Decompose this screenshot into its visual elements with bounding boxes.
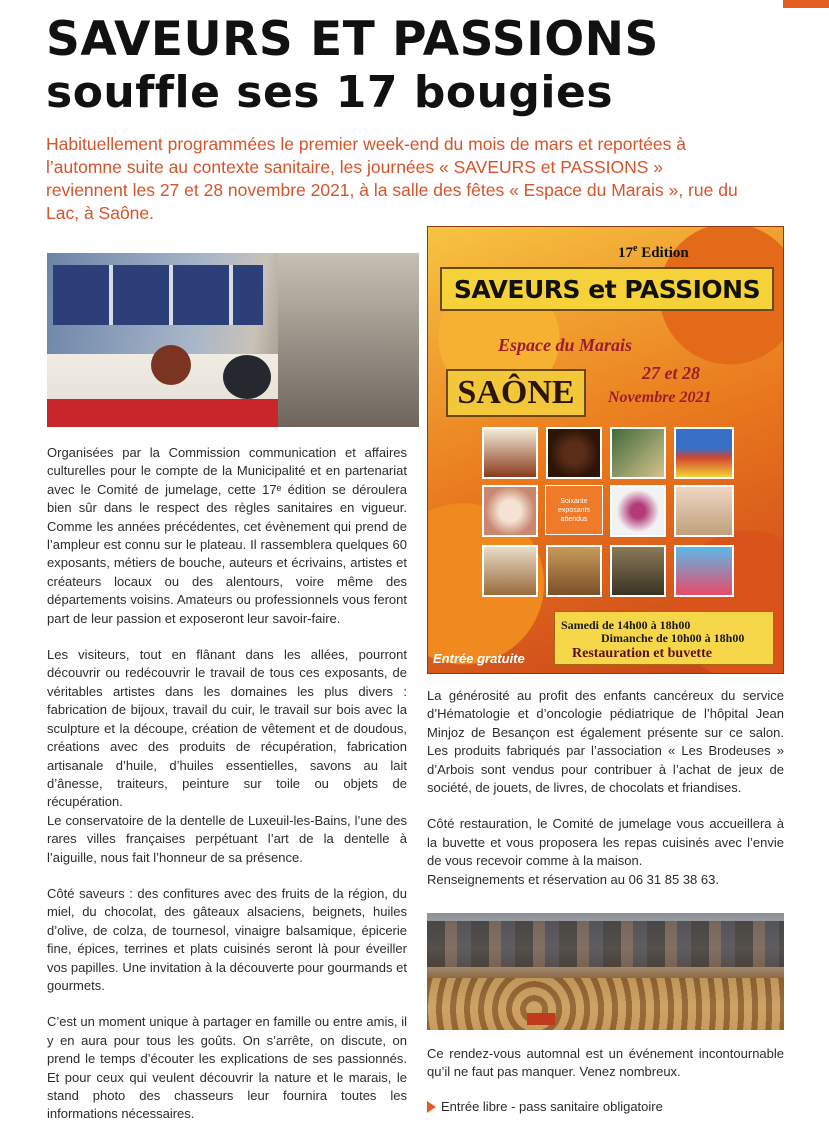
product-thumb-chocolates: [546, 427, 602, 479]
left-paragraph-2: Les visiteurs, tout en flânant dans les allées, pourront découvrir ou redécouvrir le travail de tous ces exposants, de véritables artistes dans les domaines les plus divers : fabrication de bijoux, travail du cuir, le travail sur bois avec la sculpture et la découpe, création de vêtement et de doudous, créations avec des produits de récupération, fabrication artisanale d’huile, d’huiles essentielles, savons au lait d’ânesse, traiteurs, peinture sur toile ou objets de récupération.: [47, 647, 407, 810]
visitor-crowd: [427, 921, 784, 967]
market-photo: [427, 913, 784, 1030]
right-paragraph-2: Côté restauration, le Comité de jumelage vous accueillera à la buvette et vous proposera les repas cuisinés avec l’envie de vous recevoir comme à la maison.: [427, 816, 784, 869]
product-thumb-box: [610, 545, 666, 597]
poster-catering: Restauration et buvette: [572, 646, 712, 661]
title-line-2: souffle ses 17 bougies: [46, 67, 614, 118]
right-paragraph-3: Renseignements et réservation au 06 31 85 38 63.: [427, 871, 719, 887]
product-thumb-painting: [674, 427, 734, 479]
poster-edition-word: Edition: [641, 245, 689, 261]
title-line-1: SAVEURS ET PASSIONS: [46, 12, 659, 67]
arrow-right-icon: [427, 1101, 436, 1113]
red-tablecloth: [47, 399, 278, 427]
poster-edition-superscript: e: [633, 243, 638, 254]
poster-city: SAÔNE: [446, 369, 586, 417]
entry-note-text: Entrée libre - pass sanitaire obligatoire: [441, 1099, 663, 1114]
event-poster: [427, 226, 784, 674]
poster-edition-number: 17: [618, 245, 633, 261]
left-column: [47, 444, 407, 1130]
lace-stand-photo: [47, 253, 419, 427]
poster-exhibitors-box: Soixante exposants attendus: [545, 485, 603, 535]
left-paragraph-5: C’est un moment unique à partager en famille ou entre amis, il y en aura pour tous les goûts. On s’arrête, on discute, on prend le temps d’écouter les explications de ses passionnés. Et pour ceux qui veulent découvrir la nature et le marais, le stand photo des chasseurs leur fournira toutes les informations nécessaires.: [47, 1014, 407, 1122]
article-title: [46, 14, 806, 118]
poster-hours-box: [554, 611, 774, 665]
poster-hours-saturday: Samedi de 14h00 à 18h00: [561, 618, 691, 632]
product-thumb-food: [674, 485, 734, 537]
poster-edition: [618, 243, 689, 262]
right-paragraph-1: La générosité au profit des enfants cancéreux du service d’Hématologie et d’oncologie pédiatrique de l’hôpital Jean Minjoz de Besançon est également présente sur ce salon. Les produits fabriqués par l’association « Les Brodeuses » d’Arbois sont vendus pour contribuer à l’achat de jeux de société, de jouets, de livres, de chocolats et friandises.: [427, 688, 784, 796]
sausage-baskets: [427, 978, 784, 1030]
product-thumb-sweets: [674, 545, 734, 597]
product-thumb-jewelry: [610, 485, 666, 537]
exhibitor-figure: [151, 345, 191, 385]
product-thumb-wood: [546, 545, 602, 597]
article-intro: Habituellement programmées le premier week-end du mois de mars et reportées à l’automne suite au contexte sanitaire, les journées « SAVEURS et PASSIONS » reviennent les 27 et 28 novembre 2021, à la salle des fêtes « Espace du Marais », rue du Lac, à Saône.: [46, 134, 738, 223]
right-paragraph-4: Ce rendez-vous automnal est un événement incontournable qu’il ne faut pas manquer. Venez nombreux.: [427, 1046, 784, 1080]
closing-paragraph: [427, 1045, 784, 1082]
exhibitor-figure: [223, 355, 271, 399]
poster-hours-sunday: Dimanche de 10h00 à 18h00: [601, 631, 745, 645]
poster-banner: SAVEURS et PASSIONS: [440, 267, 774, 311]
product-thumb-jars: [482, 545, 538, 597]
entry-note: [427, 1098, 787, 1116]
left-paragraph-1: Organisées par la Commission communication et affaires culturelles pour le compte de la Municipalité et en partenariat avec le Comité de jumelage, cette 17ᵉ édition se déroulera bien sûr dans le respect des règles sanitaires en vigueur. Comme les années précédentes, cet évènement qui prend de l’ampleur est connu sur le plateau. Il rassemblera quelques 60 exposants, métiers de bouche, auteurs et écrivains, artistes et créateurs locaux ou des alentours, voire même des départements voisins. Amateurs ou professionnels vous feront part de leur passion et exposeront leur savoir-faire.: [47, 445, 407, 626]
left-paragraph-3: Le conservatoire de la dentelle de Luxeuil-les-Bains, l’une des rares villes françaises perpétuant l’art de la dentelle à l’aiguille, nous fait l’honneur de sa présence.: [47, 812, 407, 865]
corner-accent-tab: [783, 0, 829, 8]
product-thumb-wine: [482, 427, 538, 479]
product-thumb-bag: [610, 427, 666, 479]
poster-free-entry: Entrée gratuite: [433, 651, 525, 666]
right-column: [427, 687, 784, 907]
price-tag: [527, 1013, 555, 1025]
poster-dates: 27 et 28: [642, 363, 700, 383]
lace-frames: [53, 265, 263, 325]
left-paragraph-4: Côté saveurs : des confitures avec des fruits de la région, du miel, du chocolat, des gâteaux alsaciens, beignets, huiles d’olive, de colza, de tournesol, vinaigre balsamique, épicerie fine, épices, terrines et plats cuisinés seront là pour éveiller vos papilles. Une invitation à la découverte pour gourmands et gourmets.: [47, 885, 407, 993]
poster-month: Novembre 2021: [608, 389, 712, 406]
poster-venue: Espace du Marais: [498, 335, 633, 355]
product-thumb-lace: [482, 485, 538, 537]
craft-stall: [278, 253, 419, 427]
